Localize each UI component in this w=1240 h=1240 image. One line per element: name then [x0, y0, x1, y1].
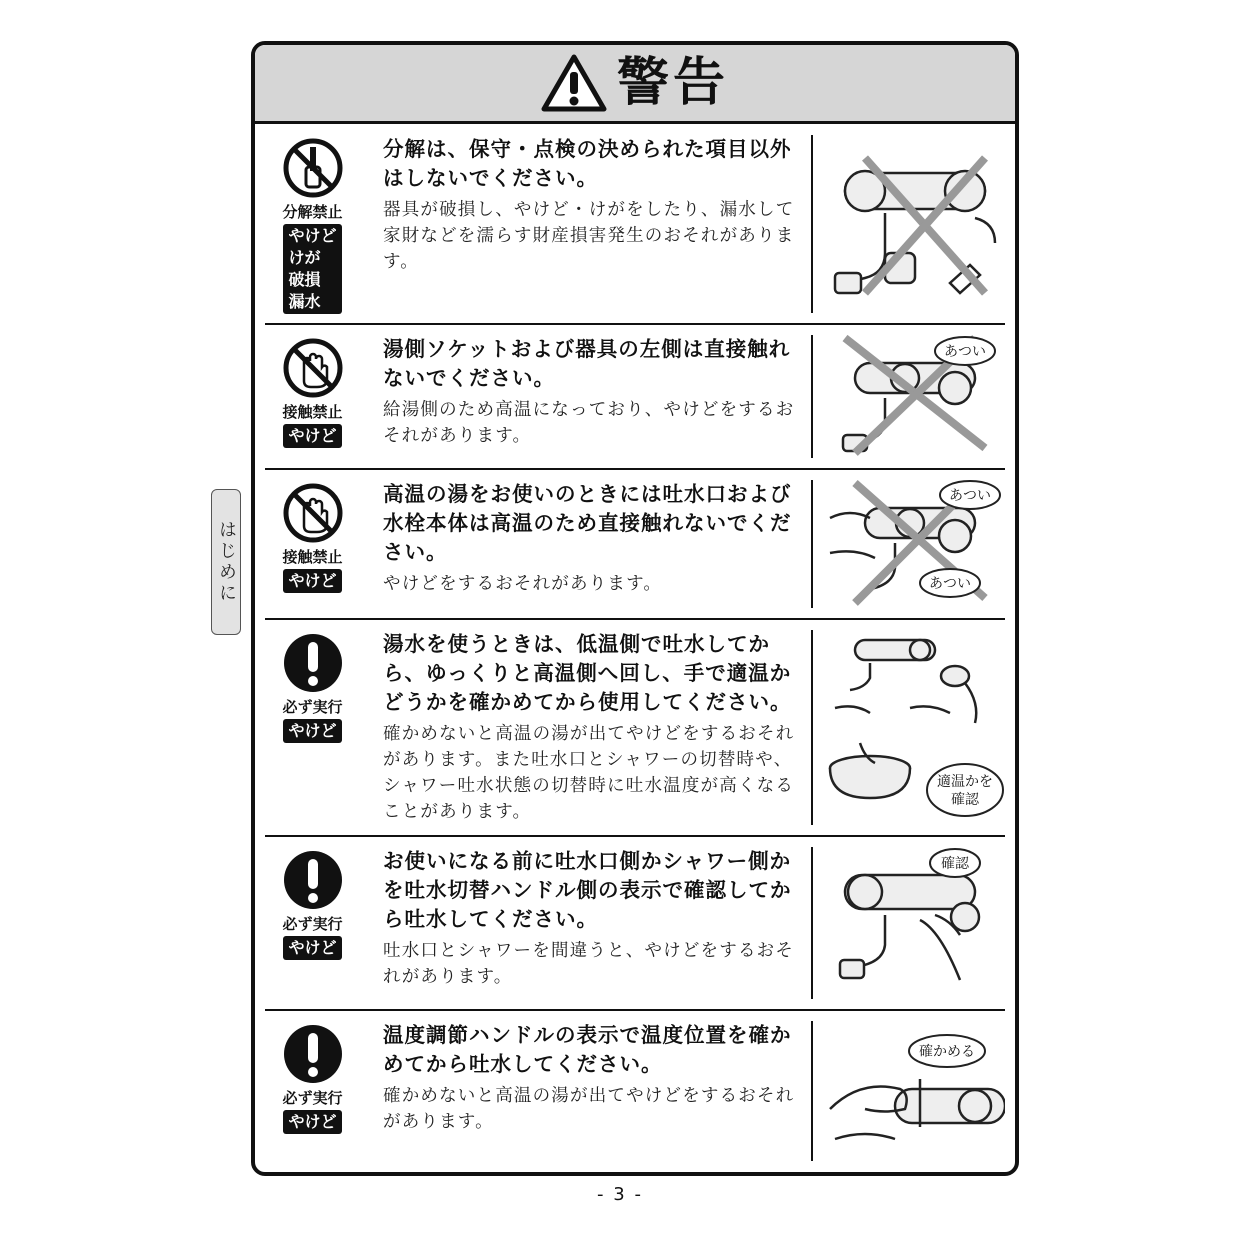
symbol-column: [265, 620, 360, 835]
bubble-text: あつい: [944, 344, 986, 360]
touch-prohibited-icon: [282, 337, 344, 399]
bubble-text: あつい: [929, 576, 971, 592]
warning-heading: 湯水を使うときは、低温側で吐水してから、ゆっくりと高温側へ回し、手で適温かどうかを確かめてから使用してください。: [383, 632, 792, 714]
symbol-label: 分解禁止: [282, 203, 343, 221]
mandatory-icon: [282, 1023, 344, 1085]
check-temperature-handle-illustration: [825, 1019, 1005, 1163]
warning-body: 確かめないと高温の湯が出てやけどをするおそれがあります。また吐水口とシャワーの切替時や、シャワー吐水状態の切替時に吐水温度が高くなることがあります。: [383, 724, 795, 822]
speech-bubble: [927, 764, 1003, 816]
hot-socket-illustration: [825, 333, 1005, 460]
warning-row: [265, 1011, 1005, 1171]
check-switch-illustration: [825, 845, 1005, 1001]
warning-body: やけどをするおそれがあります。: [383, 574, 663, 594]
hazard-tag-burn: やけど: [288, 721, 337, 740]
divider: [811, 480, 813, 608]
warning-body: 確かめないと高温の湯が出てやけどをするおそれがあります。: [383, 1086, 795, 1132]
warning-row: [265, 470, 1005, 620]
hazard-tag-burn: やけど: [288, 426, 337, 445]
symbol-column: [265, 325, 360, 468]
divider: [811, 1021, 813, 1161]
warning-heading: 高温の湯をお使いのときには吐水口および水栓本体は高温のため直接触れないでください。: [383, 482, 792, 564]
hazard-tag-burn: やけど: [288, 571, 337, 590]
hazard-tag: [283, 224, 341, 314]
divider: [811, 847, 813, 999]
page-number: - 3 -: [597, 1184, 643, 1205]
bubble-text: 確認: [951, 792, 979, 808]
warning-row: [265, 837, 1005, 1011]
warning-title: 警告: [616, 53, 729, 113]
bubble-text: 確認: [941, 856, 969, 872]
warning-heading: 温度調節ハンドルの表示で温度位置を確かめてから吐水してください。: [383, 1023, 792, 1076]
symbol-column: [265, 125, 360, 323]
hazard-tag-leak: 漏水: [288, 292, 321, 311]
hazard-tag-damage: 破損: [288, 270, 321, 289]
divider: [811, 630, 813, 825]
hazard-tag-burn: やけど: [288, 1112, 337, 1131]
hazard-tag: [283, 719, 341, 743]
warning-frame: [251, 41, 1019, 1176]
mandatory-icon: [282, 632, 344, 694]
hazard-tag: [283, 1110, 341, 1134]
mandatory-icon: [282, 849, 344, 911]
hazard-tag: [283, 936, 341, 960]
faucet-disassembly-illustration: [825, 133, 1005, 313]
symbol-label: 必ず実行: [282, 1089, 343, 1107]
hot-spout-illustration: [825, 478, 1005, 610]
symbol-label: 必ず実行: [282, 915, 343, 933]
warning-triangle-icon: [541, 54, 607, 112]
check-temperature-illustration: [825, 628, 1005, 827]
warning-row: [265, 325, 1005, 470]
warning-heading: 分解は、保守・点検の決められた項目以外はしないでください。: [383, 137, 792, 190]
bubble-text: 確かめる: [919, 1044, 975, 1060]
symbol-label: 必ず実行: [282, 698, 343, 716]
symbol-label: 接触禁止: [282, 403, 343, 421]
symbol-column: [265, 470, 360, 618]
warning-body: 器具が破損し、やけど・けがをしたり、漏水して家財などを濡らす財産損害発生のおそれがあります。: [383, 200, 795, 272]
warning-heading: 湯側ソケットおよび器具の左側は直接触れないでください。: [383, 337, 791, 390]
symbol-label: 接触禁止: [282, 548, 343, 566]
touch-prohibited-icon: [282, 482, 344, 544]
warning-header: [255, 45, 1015, 124]
bubble-text: 適温かを: [937, 774, 993, 790]
warning-body: 吐水口とシャワーを間違うと、やけどをするおそれがあります。: [383, 941, 795, 987]
bubble-text: あつい: [949, 488, 991, 504]
warning-row: [265, 125, 1005, 325]
warning-body: 給湯側のため高温になっており、やけどをするおそれがあります。: [383, 400, 795, 446]
divider: [811, 335, 813, 458]
warning-heading: お使いになる前に吐水口側かシャワー側かを吐水切替ハンドル側の表示で確認してから吐水してください。: [383, 849, 792, 931]
section-tab-label: はじめに: [216, 520, 237, 604]
warning-row: [265, 620, 1005, 837]
divider: [811, 135, 813, 313]
hazard-tag: [283, 424, 341, 448]
symbol-column: [265, 1011, 360, 1171]
hazard-tag-injury: けが: [288, 248, 321, 267]
hazard-tag: [283, 569, 341, 593]
symbol-column: [265, 837, 360, 1009]
section-tab[interactable]: [211, 489, 241, 635]
hazard-tag-burn: やけど: [288, 226, 337, 245]
disassembly-prohibited-icon: [282, 137, 344, 199]
hazard-tag-burn: やけど: [288, 938, 337, 957]
